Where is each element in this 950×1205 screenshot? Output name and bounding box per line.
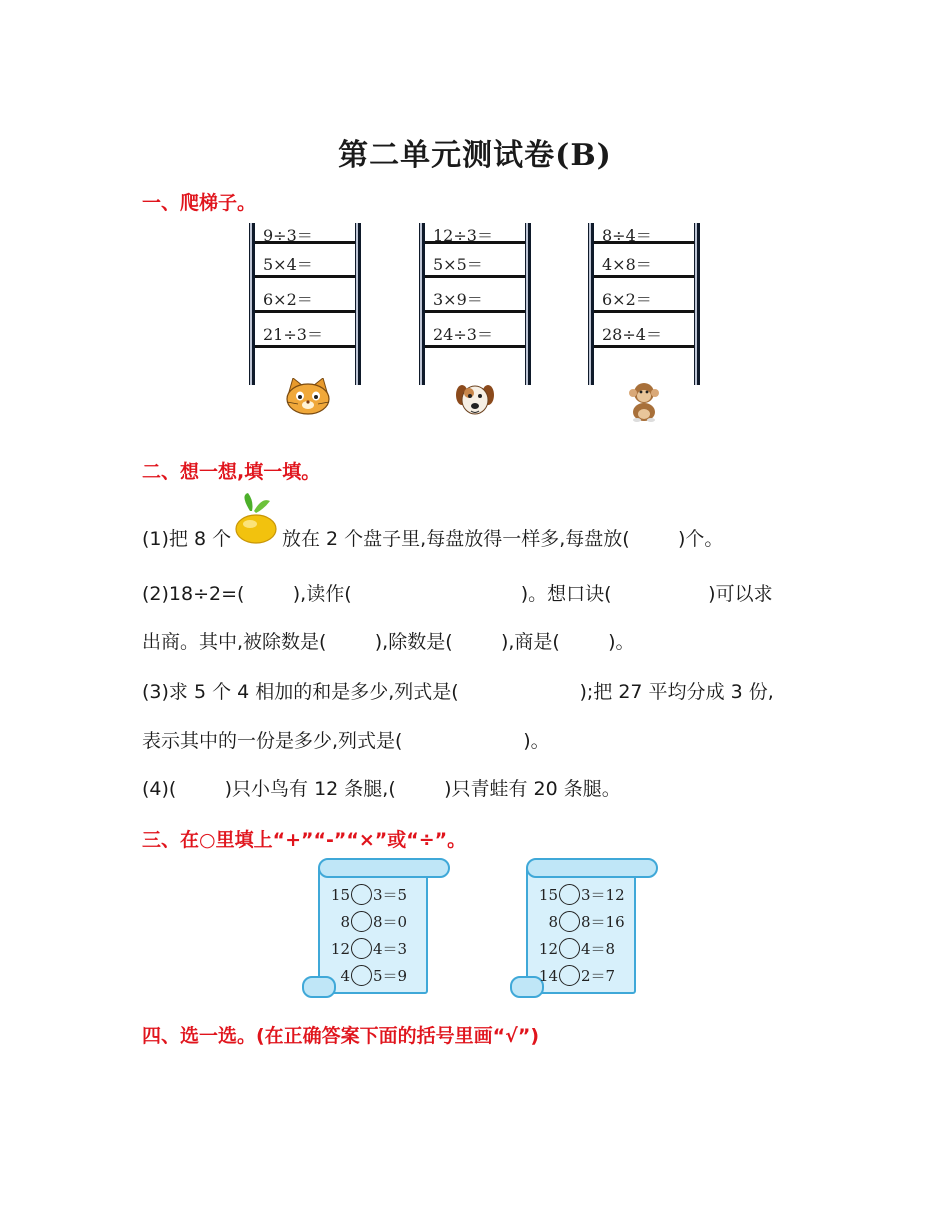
- cat-icon: [283, 378, 333, 416]
- ladder-equation: 12÷3＝: [433, 226, 493, 245]
- ladder-equation: 28÷4＝: [602, 325, 662, 344]
- scroll-row: 15 3＝12: [538, 885, 625, 904]
- answer-circle[interactable]: [351, 884, 372, 905]
- scroll-card-2: [510, 858, 656, 996]
- ladder-equation: 21÷3＝: [263, 325, 323, 344]
- question-1-start: (1)把 8 个: [142, 528, 232, 550]
- ladder-1: [249, 223, 361, 385]
- scroll-row: 12 4＝8: [538, 939, 616, 958]
- ladder-equation: 24÷3＝: [433, 325, 493, 344]
- answer-circle[interactable]: [351, 938, 372, 959]
- ladder-equation: 6×2＝: [263, 290, 313, 309]
- ladder-equation: 3×9＝: [433, 290, 483, 309]
- page-title: 第二单元测试卷(B): [338, 138, 612, 173]
- scroll-row: 4 5＝9: [340, 966, 408, 985]
- question-1-end: 放在 2 个盘子里,每盘放得一样多,每盘放( )个。: [282, 528, 724, 550]
- scroll-row: 12 4＝3: [330, 939, 408, 958]
- monkey-icon: [625, 380, 663, 422]
- ladder-equation: 6×2＝: [602, 290, 652, 309]
- ladder-3: [588, 223, 700, 385]
- ladder-equation: 9÷3＝: [263, 226, 313, 245]
- scroll-card-1: [302, 858, 448, 996]
- section-3-heading: 三、在○里填上“+”“-”“×”或“÷”。: [142, 829, 467, 851]
- answer-circle[interactable]: [559, 965, 580, 986]
- ladder-equation: 5×5＝: [433, 255, 483, 274]
- ladder-equation: 8÷4＝: [602, 226, 652, 245]
- question-2-line-1: (2)18÷2=( ),读作( )。想口诀( )可以求: [142, 583, 773, 605]
- section-1-heading: 一、爬梯子。: [142, 192, 257, 214]
- question-4: (4)( )只小鸟有 12 条腿,( )只青蛙有 20 条腿。: [142, 778, 621, 800]
- answer-circle[interactable]: [559, 884, 580, 905]
- ladder-equation: 5×4＝: [263, 255, 313, 274]
- scroll-row: 8 8＝0: [340, 912, 408, 931]
- lemon-icon: [232, 493, 280, 545]
- answer-circle[interactable]: [559, 938, 580, 959]
- ladder-2: [419, 223, 531, 385]
- answer-circle[interactable]: [351, 911, 372, 932]
- ladder-equation: 4×8＝: [602, 255, 652, 274]
- answer-circle[interactable]: [559, 911, 580, 932]
- scroll-row: 8 8＝16: [548, 912, 625, 931]
- question-2-line-2: 出商。其中,被除数是( ),除数是( ),商是( )。: [142, 631, 635, 653]
- question-3-line-2: 表示其中的一份是多少,列式是( )。: [142, 730, 550, 752]
- scroll-row: 14 2＝7: [538, 966, 616, 985]
- section-2-heading: 二、想一想,填一填。: [142, 461, 321, 483]
- scroll-row: 15 3＝5: [330, 885, 408, 904]
- question-3-line-1: (3)求 5 个 4 相加的和是多少,列式是( );把 27 平均分成 3 份,: [142, 681, 774, 703]
- section-4-heading: 四、选一选。(在正确答案下面的括号里画“√”): [142, 1025, 540, 1047]
- dog-icon: [455, 383, 495, 417]
- answer-circle[interactable]: [351, 965, 372, 986]
